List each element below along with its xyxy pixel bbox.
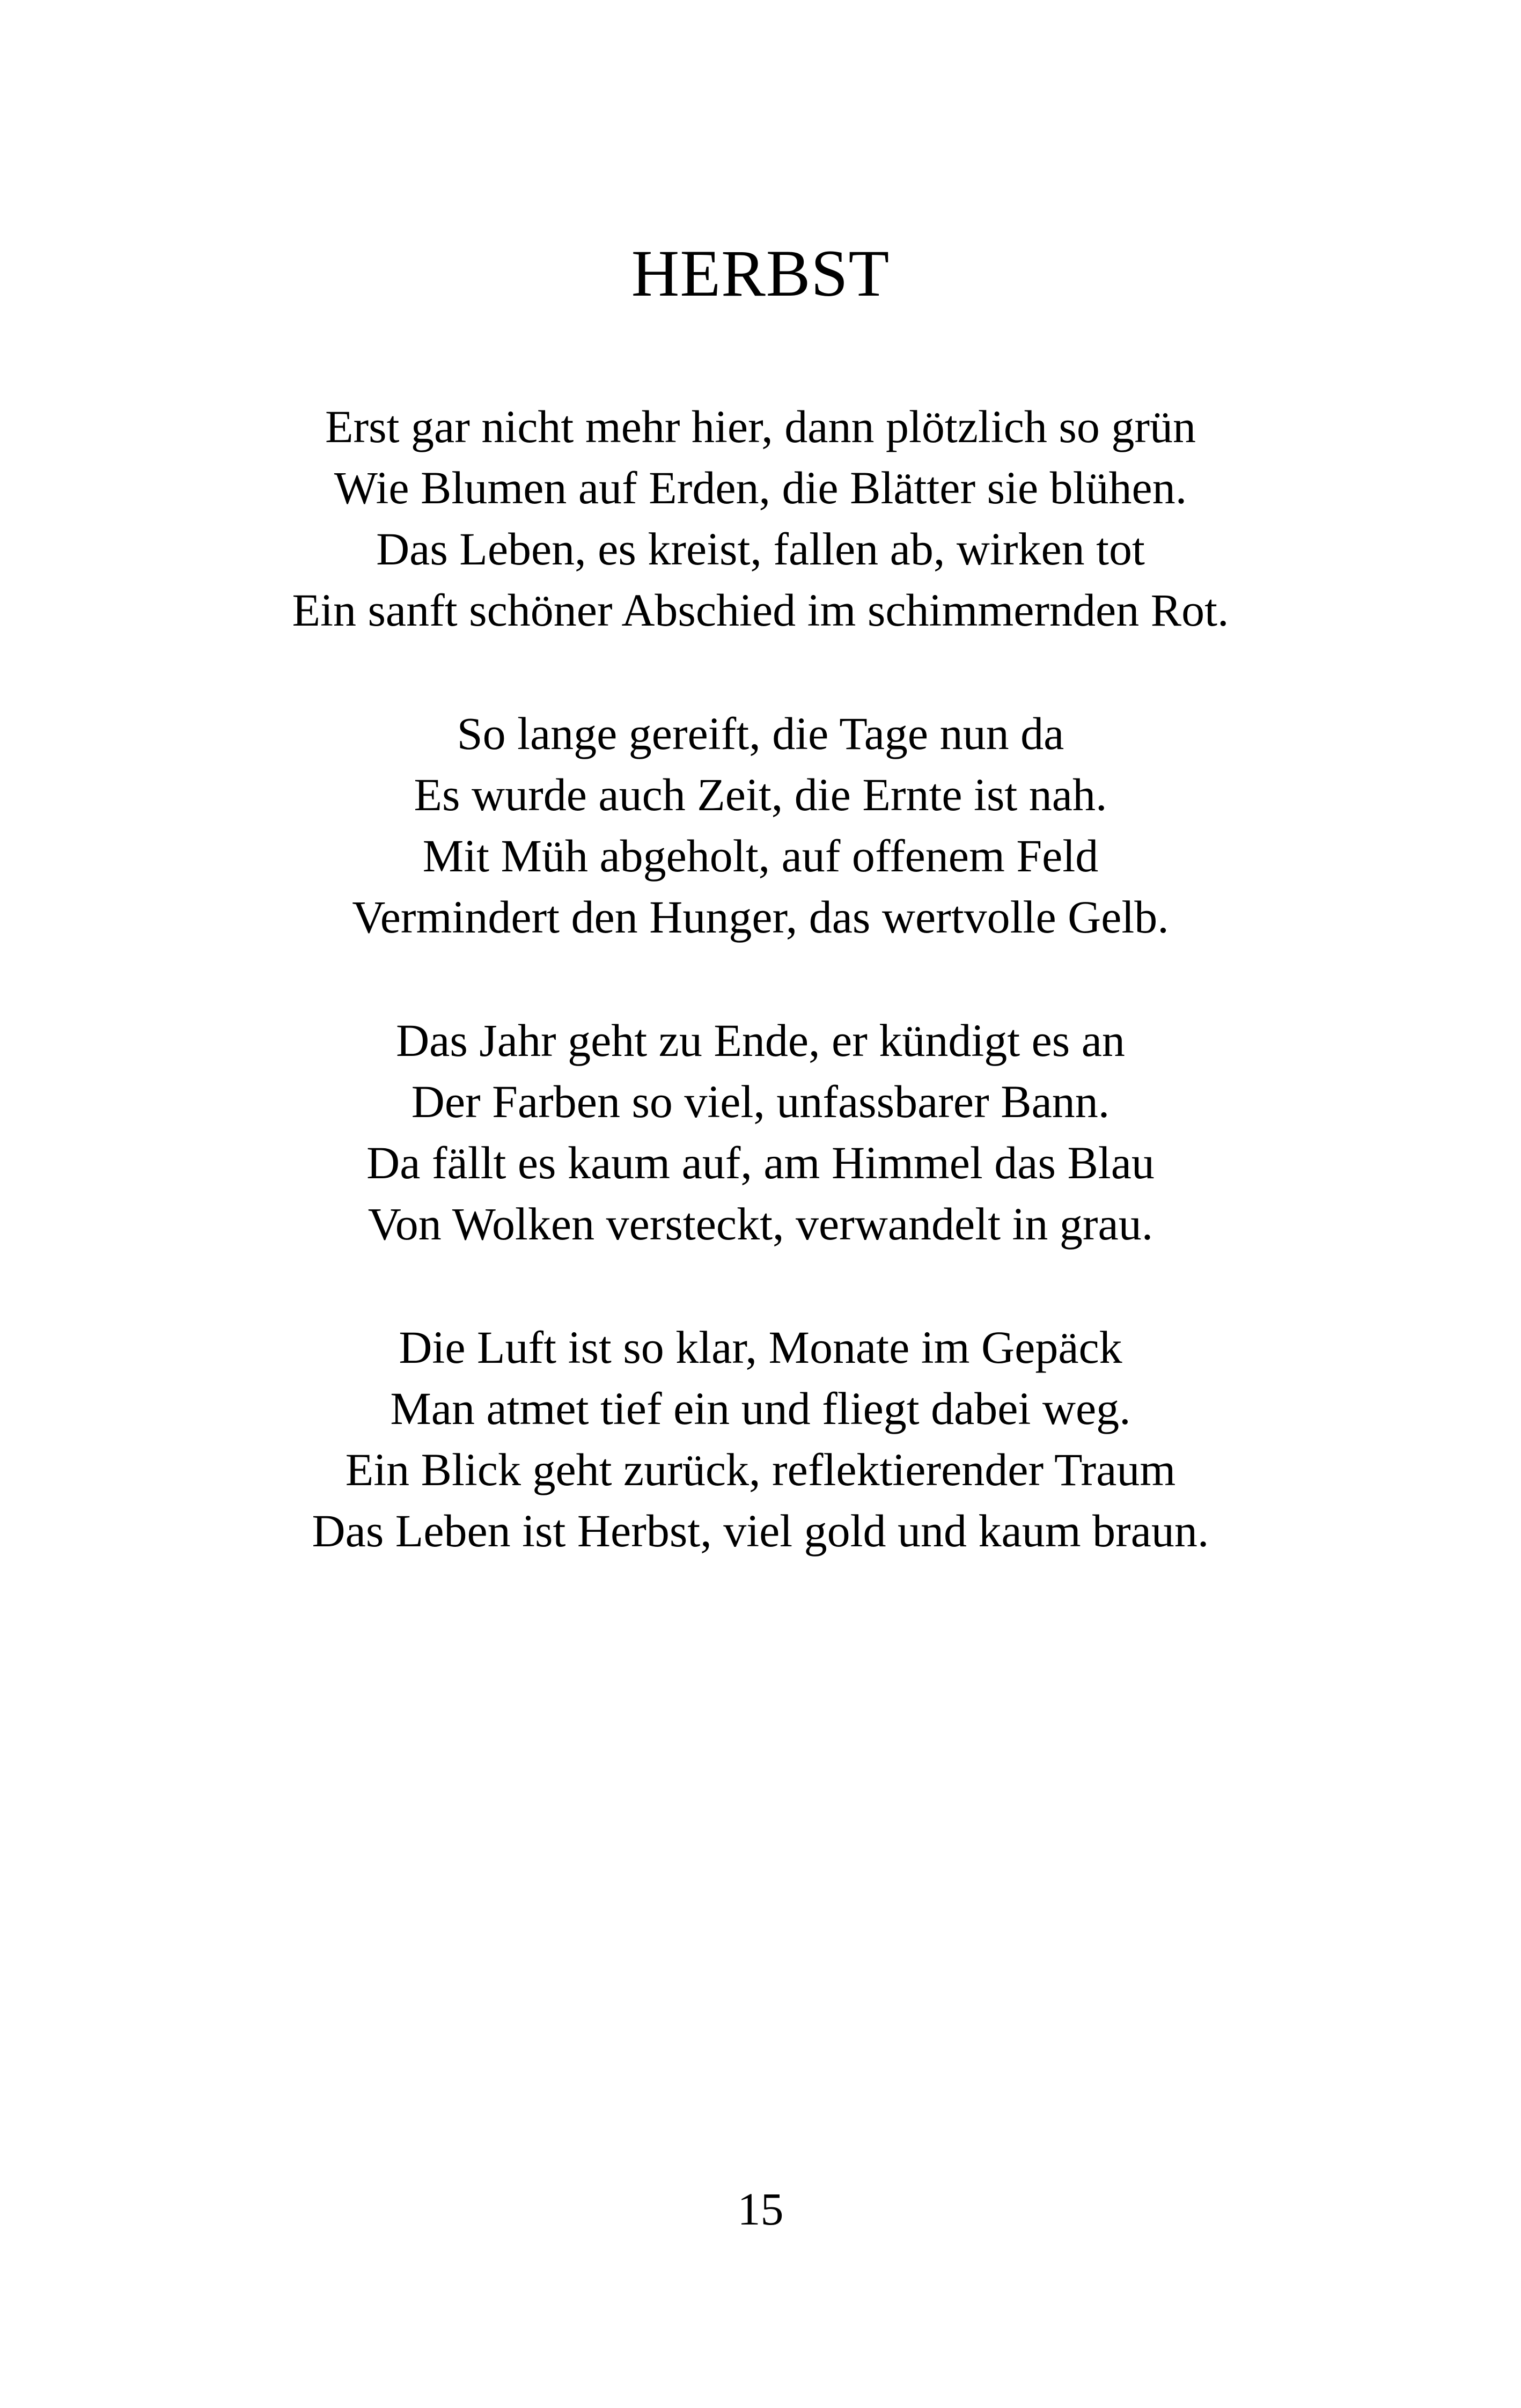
stanza-4 bbox=[0, 1317, 1521, 1561]
poem-line: Wie Blumen auf Erden, die Blätter sie blühen. bbox=[334, 462, 1187, 513]
poem-line: Die Luft ist so klar, Monate im Gepäck bbox=[399, 1322, 1122, 1373]
poem-line: Das Jahr geht zu Ende, er kündigt es an bbox=[396, 1015, 1125, 1066]
stanza-2 bbox=[0, 703, 1521, 948]
poem-line: Ein sanft schöner Abschied im schimmernden Rot. bbox=[292, 584, 1229, 636]
poem-line: Der Farben so viel, unfassbarer Bann. bbox=[411, 1076, 1110, 1127]
poem-line: Vermindert den Hunger, das wertvolle Gelb. bbox=[352, 891, 1169, 943]
poem-line: So lange gereift, die Tage nun da bbox=[457, 708, 1064, 759]
poem-line: Es wurde auch Zeit, die Ernte ist nah. bbox=[414, 769, 1107, 820]
poem-line: Man atmet tief ein und fliegt dabei weg. bbox=[390, 1383, 1131, 1434]
poem-line: Erst gar nicht mehr hier, dann plötzlich so grün bbox=[325, 401, 1196, 452]
poem-line: Das Leben ist Herbst, viel gold und kaum braun. bbox=[312, 1505, 1209, 1557]
poem-line: Da fällt es kaum auf, am Himmel das Blau bbox=[366, 1137, 1155, 1188]
poem-line: Ein Blick geht zurück, reflektierender Traum bbox=[345, 1444, 1176, 1495]
poem-body bbox=[0, 396, 1521, 1624]
page-number: 15 bbox=[737, 2183, 784, 2235]
poem-line: Das Leben, es kreist, fallen ab, wirken tot bbox=[376, 523, 1145, 575]
poem-line: Mit Müh abgeholt, auf offenem Feld bbox=[422, 830, 1099, 882]
poem-title: HERBST bbox=[631, 237, 890, 310]
stanza-1 bbox=[0, 396, 1521, 641]
stanza-3 bbox=[0, 1010, 1521, 1254]
poem-line: Von Wolken versteckt, verwandelt in grau. bbox=[368, 1198, 1153, 1250]
